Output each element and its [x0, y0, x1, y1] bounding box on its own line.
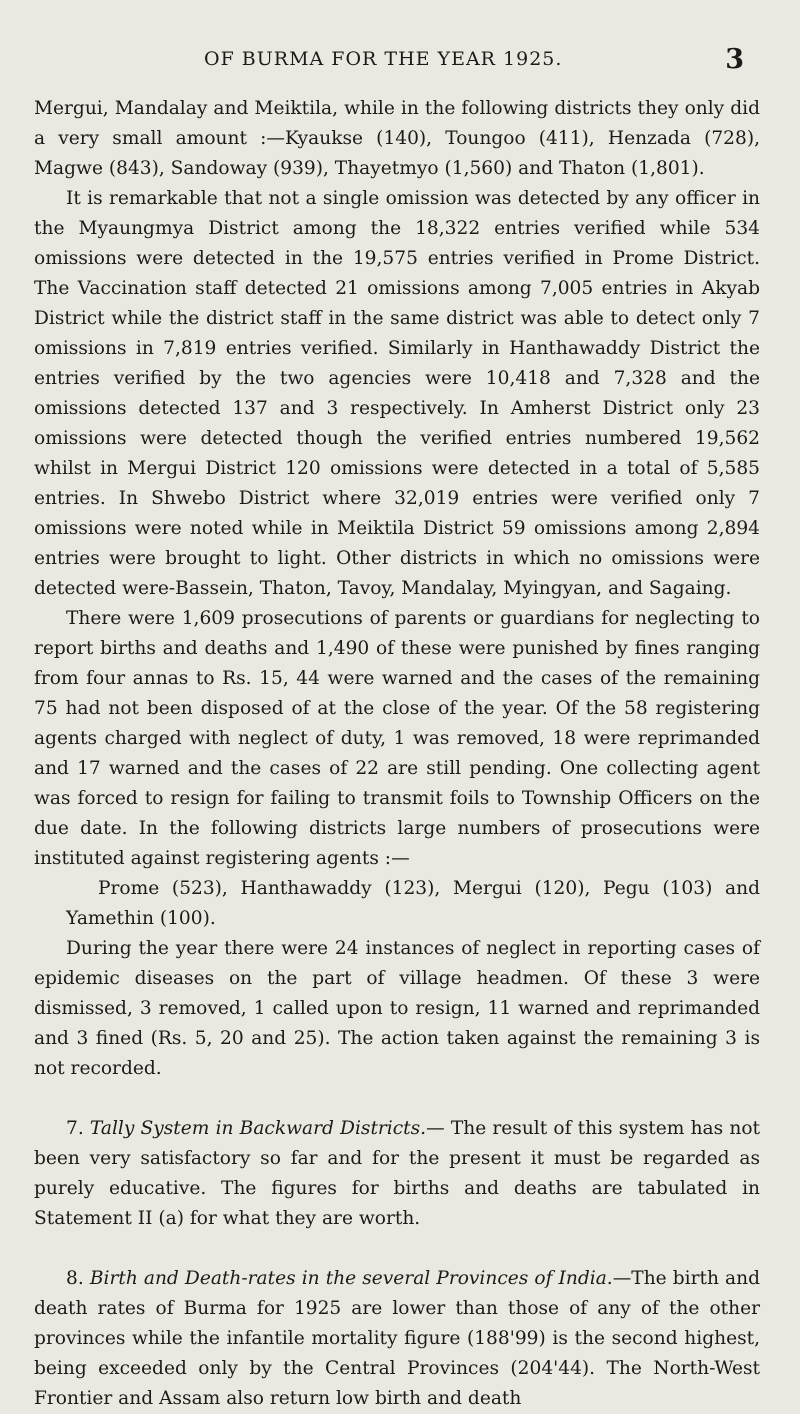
section-7-number: 7.	[66, 1118, 84, 1139]
prosecutions-district-list: Prome (523), Hanthawaddy (123), Mergui (120), Pegu (103) and Yamethin (100).	[66, 878, 760, 929]
paragraph-prosecutions: There were 1,609 prosecutions of parents or guardians for neglecting to report births and deaths and 1,490 of these were punished by fines ranging from four annas to Rs. 15, 44 were warned and the cases of the remaining 75 had not been disposed of at the close of the year. Of the 58 registering agents charged with neglect of duty, 1 was removed, 18 were reprimanded and 17 warned and the cases of 22 are still pending. One collecting agent was forced to resign for failing to transmit foils to Township Officers on the due date. In the following districts large numbers of prosecutions were instituted against registering agents :—	[34, 608, 760, 869]
section-8	[34, 1264, 760, 1414]
section-8-text: —The birth and death rates of Burma for 1925 are lower than those of any of the other provinces while the infantile mortality figure (188'99) is the second highest, being exceeded only by the Central Provinces (204'44). The North-West Frontier and Assam also return low birth and death	[34, 1268, 760, 1409]
page-number: 3	[725, 44, 744, 75]
section-7-title: Tally System in Backward Districts.	[89, 1118, 427, 1139]
paragraph-epidemic-neglect: During the year there were 24 instances of neglect in reporting cases of epidemic diseases on the part of village headmen. Of these 3 were dismissed, 3 removed, 1 called upon to resign, 11 warned and reprimanded and 3 fined (Rs. 5, 20 and 25). The action taken against the remaining 3 is not recorded.	[34, 938, 760, 1079]
section-8-number: 8.	[66, 1268, 84, 1289]
paragraph-continuation: Mergui, Mandalay and Meiktila, while in the following districts they only did a very small amount :—Kyaukse (140), Toungoo (411), Henzada (728), Magwe (843), Sandoway (939), Thayetmyo (1,560) and Thaton (1,801).	[34, 98, 760, 179]
section-8-title: Birth and Death-rates in the several Provinces of India.	[89, 1268, 613, 1289]
body-text	[34, 94, 760, 1414]
section-7-text: — The result of this system has not been very satisfactory so far and for the present it must be regarded as purely educative. The figures for births and deaths are tabulated in Statement II (a) for what they are worth.	[34, 1118, 760, 1229]
running-head: OF BURMA FOR THE YEAR 1925.	[204, 48, 563, 70]
paragraph-omissions: It is remarkable that not a single omission was detected by any officer in the Myaungmya District among the 18,322 entries verified while 534 omissions were detected in the 19,575 entries verified in Prome District. The Vaccination staff detected 21 omissions among 7,005 entries in Akyab District while the district staff in the same district was able to detect only 7 omissions in 7,819 entries verified. Similarly in Hanthawaddy District the entries verified by the two agencies were 10,418 and 7,328 and the omissions detected 137 and 3 respectively. In Amherst District only 23 omissions were detected though the verified entries numbered 19,562 whilst in Mergui District 120 omissions were detected in a total of 5,585 entries. In Shwebo District where 32,019 entries were verified only 7 omissions were noted while in Meiktila District 59 omissions among 2,894 entries were brought to light. Other districts in which no omissions were detected were-Bassein, Thaton, Tavoy, Mandalay, Myingyan, and Sagaing.	[34, 188, 760, 599]
section-7	[34, 1114, 760, 1234]
page-header	[0, 44, 800, 84]
